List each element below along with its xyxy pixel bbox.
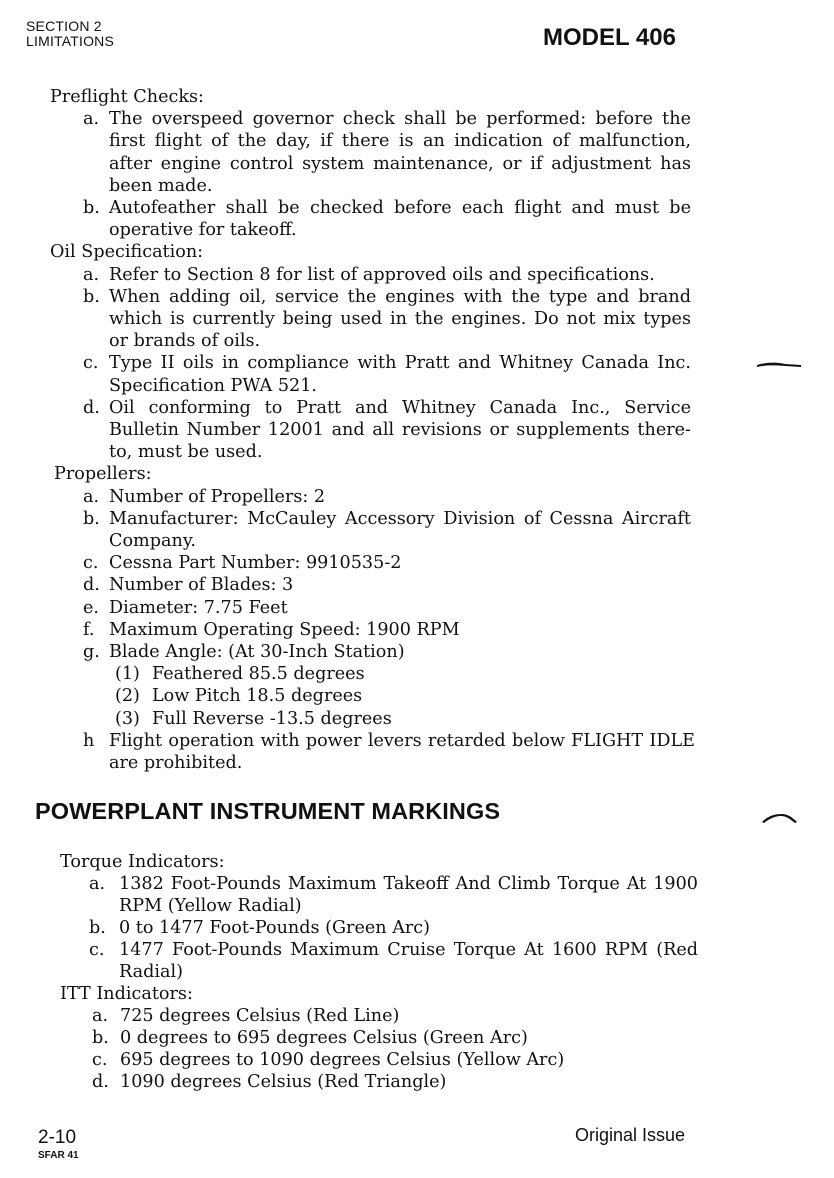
list-item: c. Type II oils in compliance with Pratt and Whitney Canada Inc. Specification PWA 521. [83,353,691,396]
list-item: d. Number of Blades: 3 [83,575,294,596]
list-item: f. Maximum Operating Speed: 1900 RPM [83,619,460,640]
list-item: d. 1090 degrees Celsius (Red Triangle) [92,1072,447,1092]
list-item: g. Blade Angle: (At 30-Inch Station) [83,642,405,663]
propellers-heading: Propellers: [54,464,152,485]
list-item: d. Oil conforming to Pratt and Whitney Canada Inc., Service Bulletin Number 12001 and all revisions or supplements there- to, must be used. [83,397,691,463]
model-title: MODEL 406 [543,24,676,51]
list-item: b. 0 degrees to 695 degrees Celsius (Green Arc) [92,1028,528,1048]
list-item: b. When adding oil, service the engines with the type and brand which is currently being used in the engines. Do not mix types or brands of oils. [83,286,691,352]
section-number: SECTION 2 [26,18,102,34]
preflight-heading: Preflight Checks: [50,87,204,107]
page-number: 2-10 [38,1127,77,1148]
section-title: POWERPLANT INSTRUMENT MARKINGS [35,798,501,824]
section-header [26,19,114,49]
list-item: e. Diameter: 7.75 Feet [83,597,288,618]
markings-body [0,851,834,1093]
list-item: a. The overspeed governor check shall be performed: before the first flight of the day, if there is an indication of malfunction, after engine control system maintenance, or if adjustment has been made. [83,109,691,196]
list-item: b. Manufacturer: McCauley Accessory Division of Cessna Aircraft Company. [83,508,691,552]
list-item: a. Number of Propellers: 2 [83,486,326,507]
section-name: LIMITATIONS [26,33,115,49]
sub-list-item: (3) Full Reverse -13.5 degrees [115,708,392,729]
list-item: c. 695 degrees to 1090 degrees Celsius (Yellow Arc) [92,1050,565,1070]
list-item: b. Autofeather shall be checked before each flight and must be operative for takeoff. [83,198,691,241]
itt-heading: ITT Indicators: [60,984,193,1004]
list-item: a. 725 degrees Celsius (Red Line) [92,1006,400,1026]
sfar-label: SFAR 41 [38,1150,79,1161]
list-item: c. 1477 Foot-Pounds Maximum Cruise Torque At 1600 RPM (Red Radial) [89,940,698,982]
list-item: a. Refer to Section 8 for list of approved oils and specifications. [83,264,655,285]
sub-list-item: (2) Low Pitch 18.5 degrees [115,686,363,707]
list-item: c. Cessna Part Number: 9910535-2 [83,553,402,574]
issue-label: Original Issue [575,1125,686,1145]
revision-bar-icon [760,808,800,826]
oil-heading: Oil Specification: [50,242,204,263]
list-item: h Flight operation with power levers retarded below FLIGHT IDLE are prohibited. [83,730,695,774]
limitations-body [0,86,834,774]
revision-bar-icon [755,356,805,372]
torque-heading: Torque Indicators: [60,852,225,872]
sub-list-item: (1) Feathered 85.5 degrees [115,664,365,685]
list-item: a. 1382 Foot-Pounds Maximum Takeoff And Climb Torque At 1900 RPM (Yellow Radial) [89,874,698,916]
list-item: b. 0 to 1477 Foot-Pounds (Green Arc) [89,918,431,938]
